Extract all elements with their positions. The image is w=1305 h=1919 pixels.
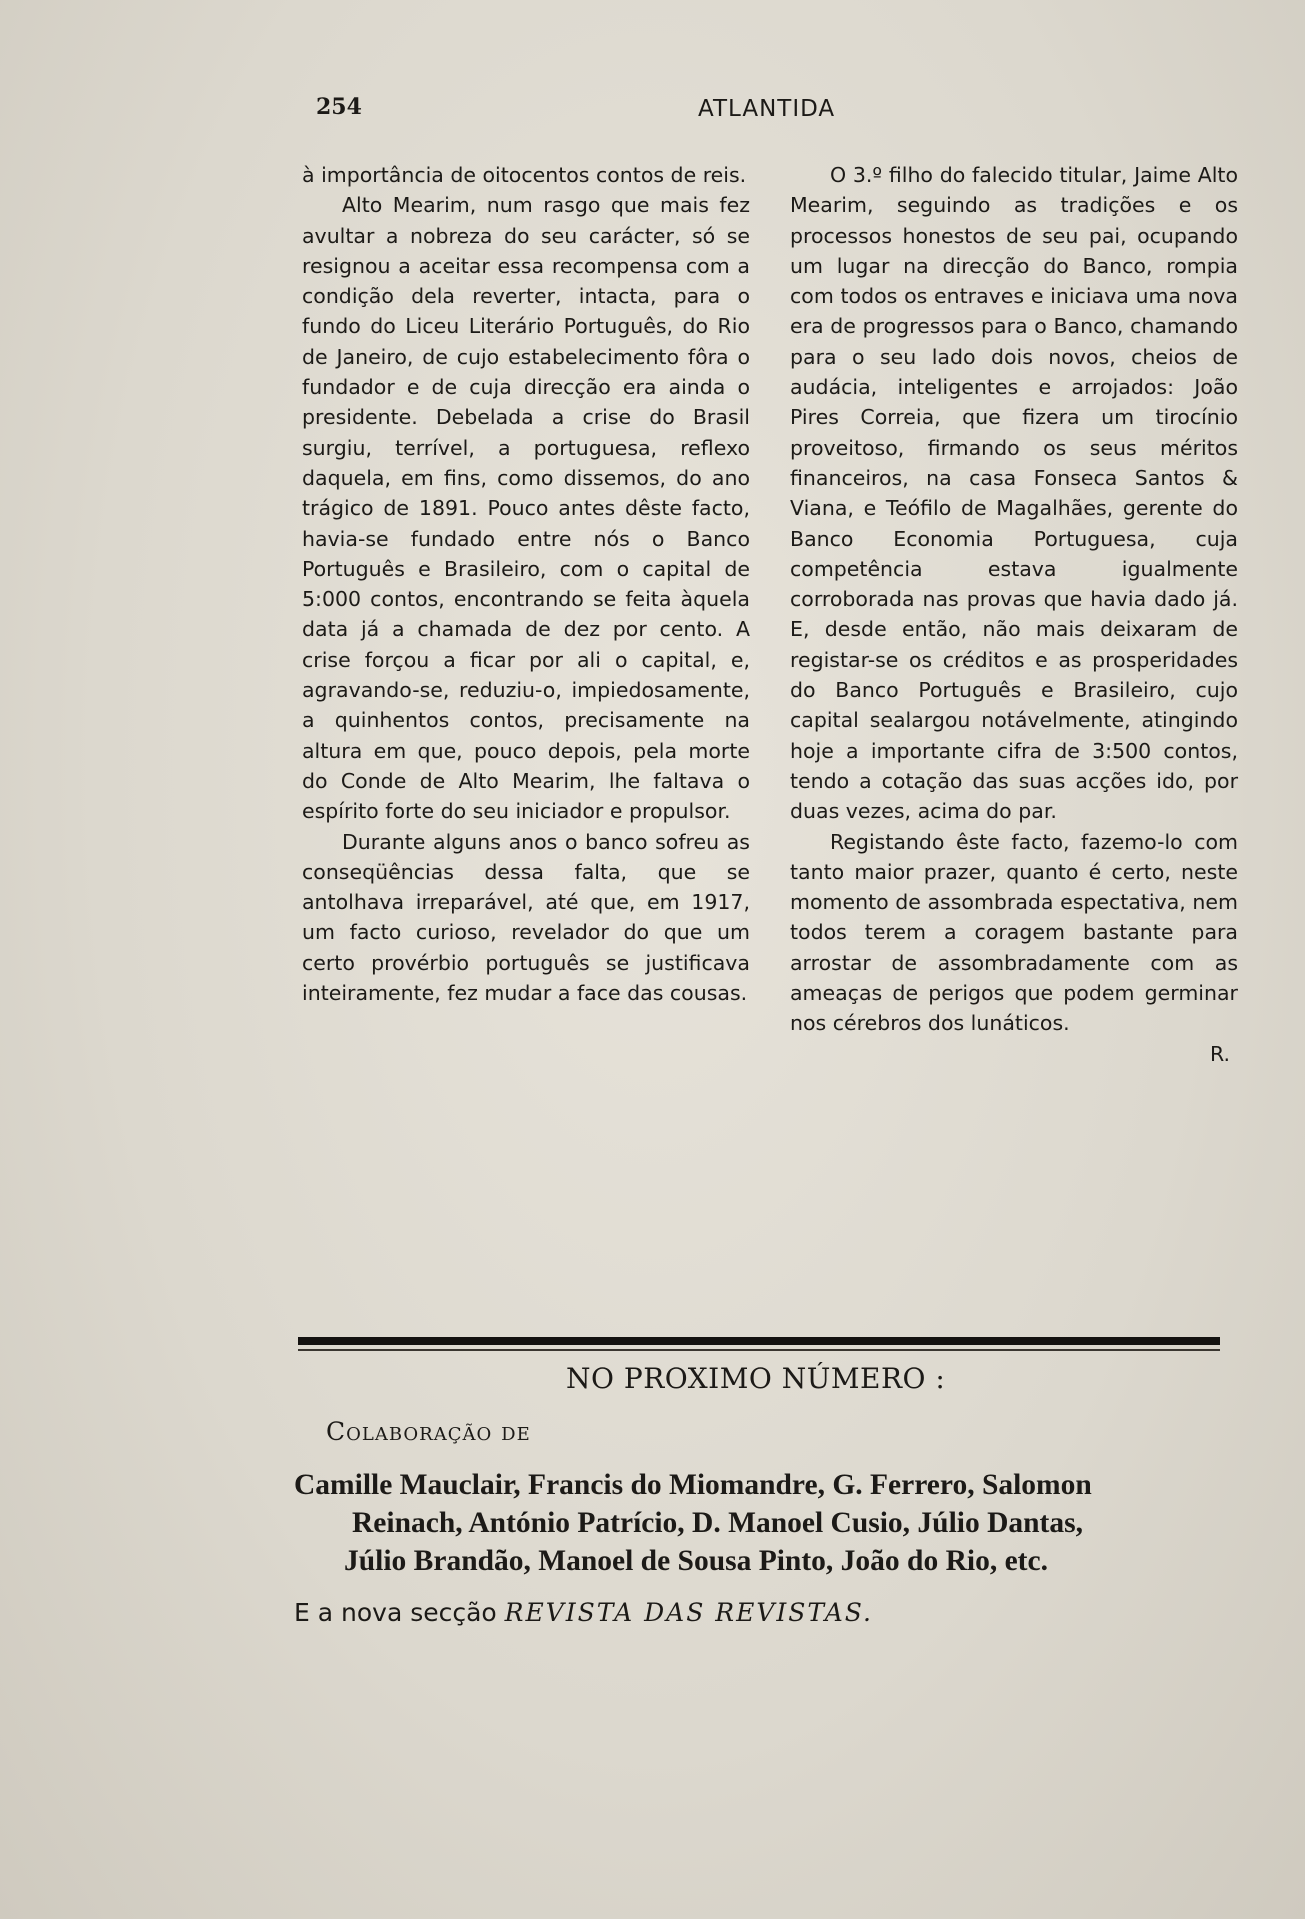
page-header [300, 94, 1220, 130]
right-column [790, 160, 1238, 1069]
divider-thick [298, 1337, 1220, 1345]
closing-prefix: E a nova secção [294, 1598, 505, 1627]
authors-line: Camille Mauclair, Francis do Miomandre, G. Ferrero, Salomon [294, 1469, 1092, 1501]
section-title: REVISTA DAS REVISTAS. [504, 1598, 873, 1627]
paragraph: O 3.º filho do falecido titular, Jaime Alto Mearim, seguindo as tradições e os processos honestos de seu pai, ocupando um lugar na direcção do Banco, rompia com todos os entraves e iniciava uma nova era de progressos para o Banco, chamando para o seu lado dois novos, cheios de audácia, inteligentes e arrojados: João Pires Correia, que fizera um tirocínio proveitoso, firmando os seus méritos financeiros, na casa Fonseca Santos & Viana, e Teófilo de Magalhães, gerente do Banco Economia Portuguesa, cuja competência estava igualmente corroborada nas provas que havia dado já. E, desde então, não mais deixaram de registar-se os créditos e as prosperidades do Banco Português e Brasileiro, cujo capital sealargou notávelmente, atingindo hoje a importante cifra de 3:500 contos, tendo a cotação das suas acções ido, por duas vezes, acima do par. [790, 163, 1238, 824]
paragraph: Registando êste facto, fazemo-lo com tanto maior prazer, quanto é certo, neste momento de assombrada espectativa, nem todos terem a coragem bastante para arrostar de assombradamente com as ameaças de perigos que podem germinar nos cérebros dos lunáticos. [790, 829, 1238, 1036]
paragraph: à importância de oitocentos contos de reis. [302, 163, 747, 187]
authors-line: Reinach, António Patrício, D. Manoel Cusio, Júlio Dantas, [352, 1507, 1083, 1539]
left-column [302, 160, 750, 1008]
author-signature: R. [1209, 1041, 1230, 1066]
authors-line: Júlio Brandão, Manoel de Sousa Pinto, João do Rio, etc. [344, 1545, 1048, 1577]
running-title: ATLANTIDA [698, 96, 836, 122]
page-number: 254 [316, 94, 362, 120]
paragraph: Alto Mearim, num rasgo que mais fez avultar a nobreza do seu carácter, só se resignou a aceitar essa recompensa com a condição dela reverter, intacta, para o fundo do Liceu Literário Português, do Rio de Janeiro, de cujo estabelecimento fôra o fundador e de cuja direcção era ainda o presidente. Debelada a crise do Brasil surgiu, terrível, a portuguesa, reflexo daquela, em fins, como dissemos, do ano trágico de 1891. Pouco antes dêste facto, havia-se fundado entre nós o Banco Português e Brasileiro, com o capital de 5:000 contos, encontrando se feita àquela data já a chamada de dez por cento. A crise forçou a ficar por ali o capital, e, agravando-se, reduziu-o, impiedosamente, a quinhentos contos, precisamente na altura em que, pouco depois, pela morte do Conde de Alto Mearim, lhe faltava o espírito forte do seu iniciador e propulsor. [302, 193, 750, 824]
next-issue-heading: NO PROXIMO NÚMERO : [566, 1362, 946, 1395]
closing-note [294, 1598, 873, 1627]
authors-list [294, 1466, 1222, 1580]
collaboration-label: Colaboração de [326, 1417, 531, 1446]
divider-thin [298, 1349, 1220, 1351]
paragraph: Durante alguns anos o banco sofreu as conseqüências dessa falta, que se antolhava irreparável, até que, em 1917, um facto curioso, revelador do que um certo provérbio português se justificava inteiramente, fez mudar a face das cousas. [302, 829, 750, 1006]
